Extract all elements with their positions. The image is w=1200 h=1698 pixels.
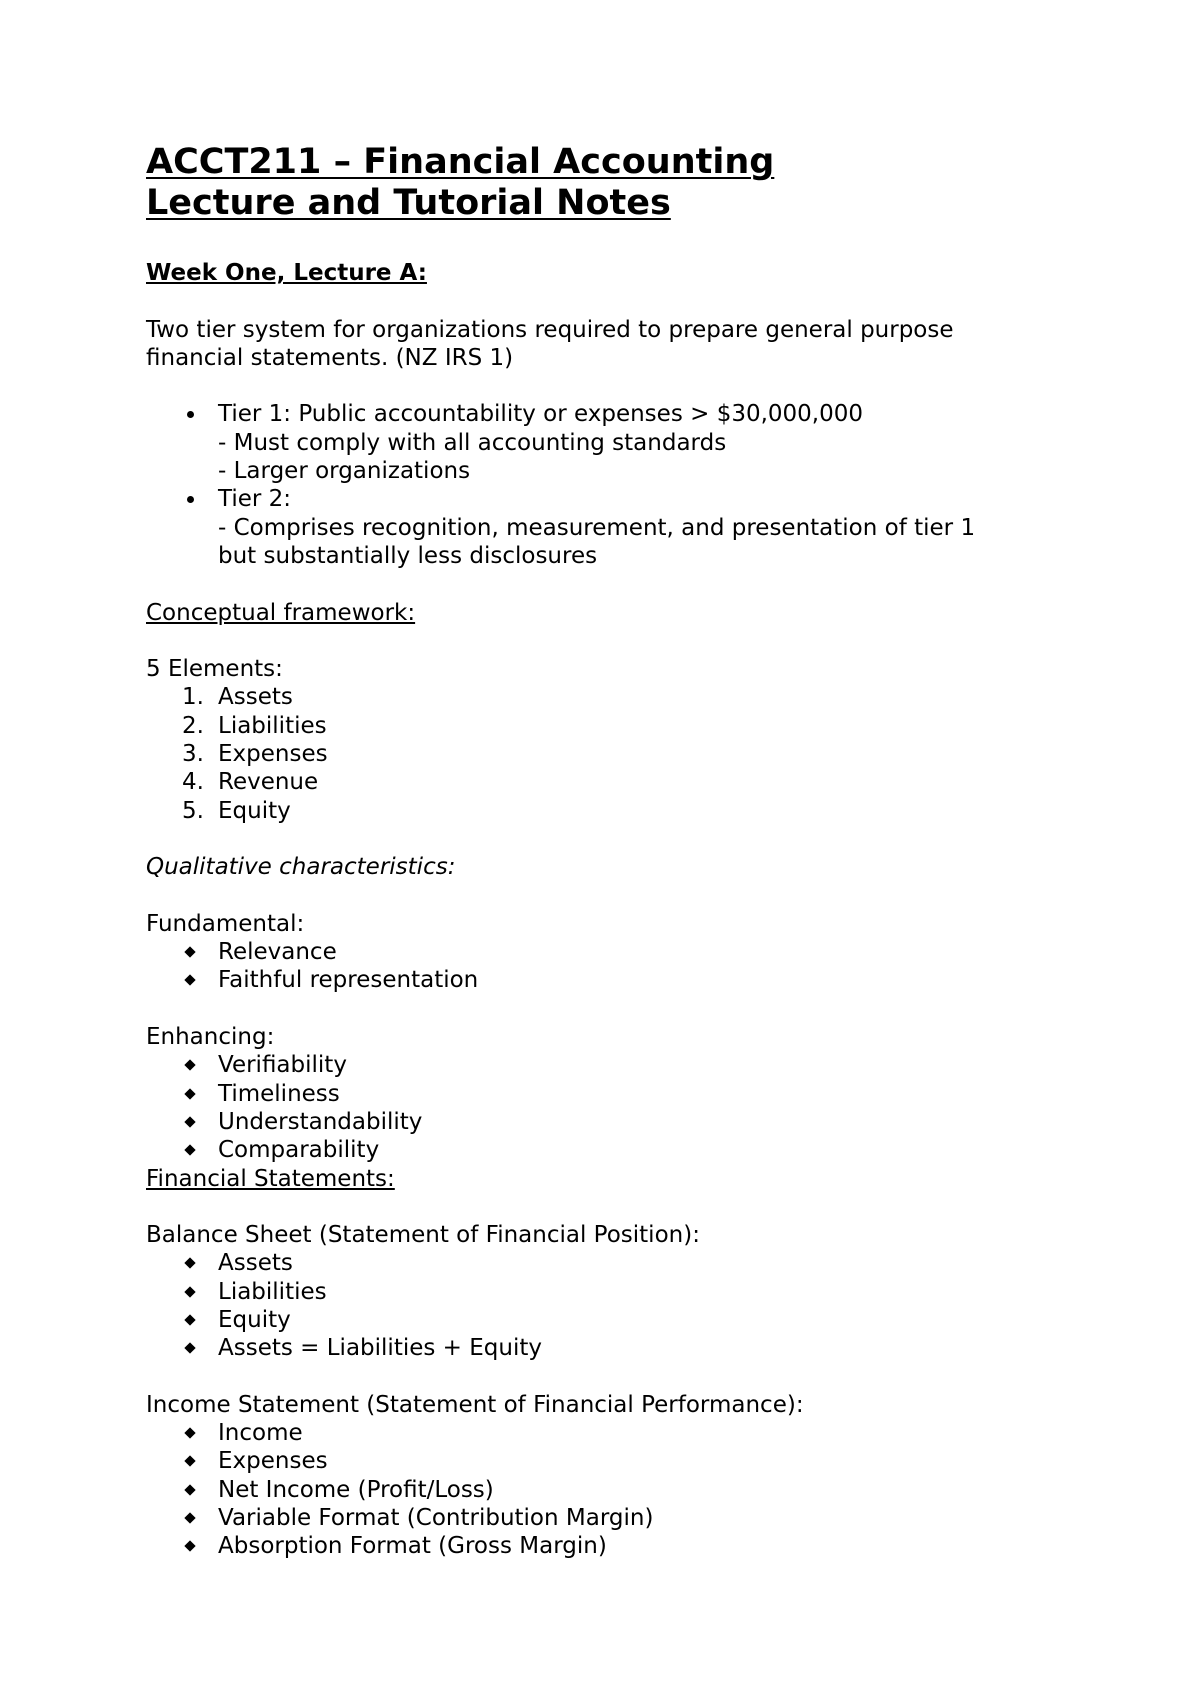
diamond-bullet-icon: [184, 975, 195, 986]
list-item: [146, 966, 1066, 994]
fundamental-list: [146, 938, 1066, 995]
element-number: 1.: [182, 684, 204, 711]
week-heading: Week One, Lecture A:: [146, 260, 427, 286]
document-page: [146, 142, 1066, 1561]
diamond-bullet-icon: [184, 1456, 195, 1467]
diamond-bullet-icon: [184, 1258, 195, 1269]
list-item-text: Assets: [218, 1250, 293, 1277]
list-item: [146, 938, 1066, 966]
diamond-bullet-icon: [184, 946, 195, 957]
list-item-text: Verifiability: [218, 1052, 347, 1079]
enhancing-list: [146, 1051, 1066, 1164]
diamond-bullet-icon: [184, 1060, 195, 1071]
list-item-text: Understandability: [218, 1108, 423, 1135]
balance-sheet-list: [146, 1249, 1066, 1362]
element-number: 4.: [182, 769, 204, 796]
diamond-bullet-icon: [184, 1484, 195, 1495]
list-item-text: Income: [218, 1420, 303, 1447]
element-text: Expenses: [218, 741, 328, 768]
element-item: [146, 740, 1066, 768]
diamond-bullet-icon: [184, 1512, 195, 1523]
element-item: [146, 768, 1066, 796]
list-item: [146, 1419, 1066, 1447]
tier-1-line-2: - Larger organizations: [218, 458, 471, 485]
element-text: Revenue: [218, 769, 319, 796]
list-item-text: Comparability: [218, 1137, 380, 1164]
list-item-text: Relevance: [218, 939, 337, 966]
intro-line-1: Two tier system for organizations required to prepare general purpose: [146, 316, 954, 343]
financial-statements-heading: Financial Statements:: [146, 1165, 395, 1192]
tier-1-label: Tier 1: Public accountability or expenses > $30,000,000: [218, 401, 864, 428]
diamond-bullet-icon: [184, 1343, 195, 1354]
element-text: Liabilities: [218, 712, 327, 739]
list-item: [146, 1532, 1066, 1560]
diamond-bullet-icon: [184, 1088, 195, 1099]
list-item-text: Absorption Format (Gross Margin): [218, 1533, 607, 1560]
diamond-bullet-icon: [184, 1286, 195, 1297]
list-item-text: Assets = Liabilities + Equity: [218, 1335, 542, 1362]
list-item-text: Timeliness: [218, 1080, 340, 1107]
list-item: [146, 1249, 1066, 1277]
intro-line-2: financial statements. (NZ IRS 1): [146, 344, 514, 371]
element-text: Assets: [218, 684, 293, 711]
document-title-line-1: ACCT211 – Financial Accounting: [146, 142, 775, 182]
diamond-bullet-icon: [184, 1428, 195, 1439]
elements-list: [146, 683, 1066, 824]
document-title-line-2: Lecture and Tutorial Notes: [146, 183, 671, 223]
fundamental-heading: Fundamental:: [146, 910, 305, 937]
list-item-text: Net Income (Profit/Loss): [218, 1476, 494, 1503]
list-item: [146, 1051, 1066, 1079]
list-item: [146, 1278, 1066, 1306]
conceptual-framework-heading: Conceptual framework:: [146, 599, 416, 626]
diamond-bullet-icon: [184, 1314, 195, 1325]
tier-2-item: [146, 485, 1066, 570]
list-item: [146, 1136, 1066, 1164]
income-statement-heading: Income Statement (Statement of Financial Performance):: [146, 1391, 804, 1418]
tier-list: [146, 400, 1066, 570]
list-item: [146, 1108, 1066, 1136]
balance-sheet-heading: Balance Sheet (Statement of Financial Position):: [146, 1222, 700, 1249]
list-item: [146, 1306, 1066, 1334]
list-item-text: Faithful representation: [218, 967, 479, 994]
list-item: [146, 1080, 1066, 1108]
element-number: 3.: [182, 741, 204, 768]
element-item: [146, 683, 1066, 711]
income-statement-list: [146, 1419, 1066, 1560]
list-item: [146, 1476, 1066, 1504]
diamond-bullet-icon: [184, 1116, 195, 1127]
element-item: [146, 712, 1066, 740]
qualitative-heading: Qualitative characteristics:: [146, 854, 456, 881]
tier-1-item: [146, 400, 1066, 485]
list-item-text: Expenses: [218, 1448, 328, 1475]
element-text: Equity: [218, 797, 291, 824]
element-item: [146, 797, 1066, 825]
element-number: 2.: [182, 712, 204, 739]
list-item: [146, 1334, 1066, 1362]
diamond-bullet-icon: [184, 1145, 195, 1156]
tier-1-line-1: - Must comply with all accounting standards: [218, 429, 727, 456]
tier-2-label: Tier 2:: [218, 486, 292, 513]
list-item-text: Variable Format (Contribution Margin): [218, 1505, 654, 1532]
element-number: 5.: [182, 797, 204, 824]
list-item-text: Equity: [218, 1306, 291, 1333]
tier-2-line-2: but substantially less disclosures: [218, 542, 598, 569]
elements-heading: 5 Elements:: [146, 656, 283, 683]
tier-2-line-1: - Comprises recognition, measurement, and presentation of tier 1: [218, 514, 976, 541]
list-item: [146, 1447, 1066, 1475]
diamond-bullet-icon: [184, 1541, 195, 1552]
list-item-text: Liabilities: [218, 1278, 327, 1305]
enhancing-heading: Enhancing:: [146, 1024, 275, 1051]
list-item: [146, 1504, 1066, 1532]
